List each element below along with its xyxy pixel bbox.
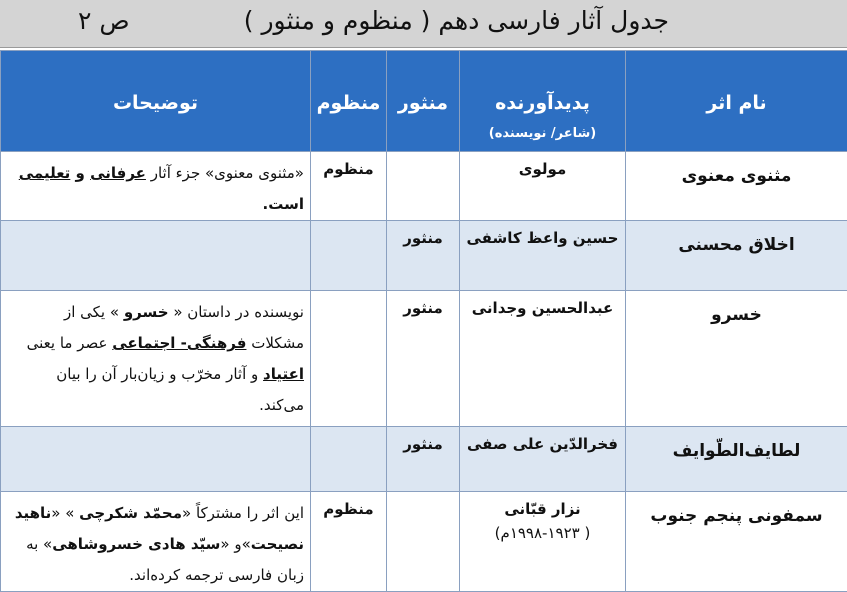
work-name: اخلاق محسنی (626, 221, 847, 291)
work-author: فخرالدّین علی صفی (460, 427, 626, 492)
work-notes: «مثنوی معنوی» جزء آثار عرفانی و تعلیمی است. (1, 152, 311, 221)
work-author: مولوی (460, 152, 626, 221)
page-number: ص ۲ (78, 6, 130, 35)
work-verse (311, 221, 387, 291)
work-prose: منثور (387, 221, 460, 291)
work-verse (311, 427, 387, 492)
work-verse: منظوم (311, 152, 387, 221)
work-name: مثنوی معنوی (626, 152, 847, 221)
work-author (460, 492, 626, 592)
work-notes (1, 427, 311, 492)
col-header-author: پدیدآورنده (شاعر/ نویسنده) (460, 51, 626, 152)
work-notes (1, 221, 311, 291)
work-notes: این اثر را مشترکاً «محمّد شکرچی » «ناهید نصیحت»و «سیّد هادی خسروشاهی» به زبان فارسی ترجمه کرده‌اند. (1, 492, 311, 592)
work-prose (387, 152, 460, 221)
work-name: خسرو (626, 291, 847, 427)
work-name: لطایف‌الطّوایف (626, 427, 847, 492)
works-table (0, 50, 847, 592)
author-name: نزار قبّانی (461, 500, 624, 518)
work-prose: منثور (387, 291, 460, 427)
work-verse (311, 291, 387, 427)
page-title: جدول آثار فارسی دهم ( منظوم و منثور ) (244, 6, 669, 35)
work-notes: نویسنده در داستان « خسرو » یکی از مشکلات فرهنگی- اجتماعی عصر ما یعنی اعتیاد و آثار مخرّب و زیان‌بار آن را بیان می‌کند. (1, 291, 311, 427)
work-author: عبدالحسین وجدانی (460, 291, 626, 427)
col-header-notes: توضیحات (1, 51, 311, 152)
work-verse: منظوم (311, 492, 387, 592)
title-bar (0, 0, 847, 48)
author-years: ( ۱۹۹۸-۱۹۲۳م) (461, 524, 624, 542)
work-prose (387, 492, 460, 592)
work-author: حسین واعظ کاشفی (460, 221, 626, 291)
col-header-verse: منظوم (311, 51, 387, 152)
work-name: سمفونی پنجم جنوب (626, 492, 847, 592)
table-row (1, 291, 847, 427)
table-row (1, 152, 847, 221)
col-header-prose: منثور (387, 51, 460, 152)
table-row (1, 221, 847, 291)
table-row (1, 492, 847, 592)
table-row (1, 427, 847, 492)
table-header-row (1, 51, 847, 152)
work-prose: منثور (387, 427, 460, 492)
col-header-name: نام اثر (626, 51, 847, 152)
